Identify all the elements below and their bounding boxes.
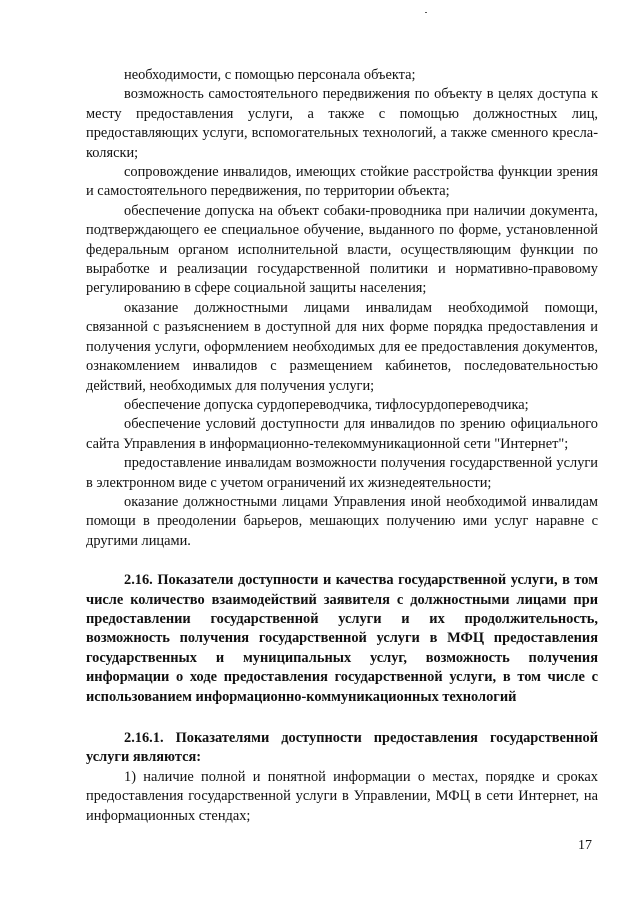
section-heading-2-16-1: 2.16.1. Показателями доступности предоставления государственной услуги являются:	[86, 730, 598, 766]
scan-speck	[425, 12, 427, 13]
paragraph: оказание должностными лицами Управления иной необходимой инвалидам помощи в преодолении барьеров, мешающих получению ими услуг наравне с другими лицами.	[86, 493, 598, 549]
paragraph: обеспечение допуска сурдопереводчика, тифлосурдопереводчика;	[124, 396, 529, 413]
paragraph: оказание должностными лицами инвалидам необходимой помощи, связанной с разъяснением в доступной для них форме порядка предоставления и получения услуги, оформлением необходимых для ее предоставления документов, ознакомлением инвалидов с размещением кабинетов, последовательностью действий, необходимых для получения услуги;	[86, 299, 598, 394]
page-number: 17	[578, 838, 592, 853]
spacer	[86, 551, 598, 571]
list-item: 1) наличие полной и понятной информации о местах, порядке и сроках предоставления государственной услуги в Управлении, МФЦ в сети Интернет, на информационных стендах;	[86, 768, 598, 824]
paragraph: сопровождение инвалидов, имеющих стойкие расстройства функции зрения и самостоятельного передвижения, по территории объекта;	[86, 164, 598, 200]
paragraph: обеспечение условий доступности для инвалидов по зрению официального сайта Управления в информационно-телекоммуникационной сети "Интернет";	[86, 416, 598, 452]
spacer	[86, 707, 598, 729]
section-heading-2-16: 2.16. Показатели доступности и качества государственной услуги, в том числе количество взаимодействий заявителя с должностными лицами при предоставлении государственной услуги и их продолжительность, возможность получения государственной услуги в МФЦ предоставления государственных и муниципальных услуг, возможность получения информации о ходе предоставления государственной услуги, в том числе с использованием информационно-коммуникационных технологий	[86, 572, 598, 705]
paragraph: предоставление инвалидам возможности получения государственной услуги в электронном виде с учетом ограничений их жизнедеятельности;	[86, 455, 598, 491]
paragraph: обеспечение допуска на объект собаки-проводника при наличии документа, подтверждающего ее специальное обучение, выданного по форме, установленной федеральным органом исполнительной власти, осуществляющим функции по выработке и реализации государственной политики и нормативно-правовому регулированию в сфере социальной защиты населения;	[86, 202, 598, 297]
paragraph: необходимости, с помощью персонала объекта;	[124, 67, 416, 83]
page-body	[86, 66, 598, 826]
paragraph: возможность самостоятельного передвижения по объекту в целях доступа к месту предоставления услуги, а также с помощью должностных лиц, предоставляющих услуги, вспомогательных технологий, а также сменного кресла-коляски;	[86, 86, 598, 161]
